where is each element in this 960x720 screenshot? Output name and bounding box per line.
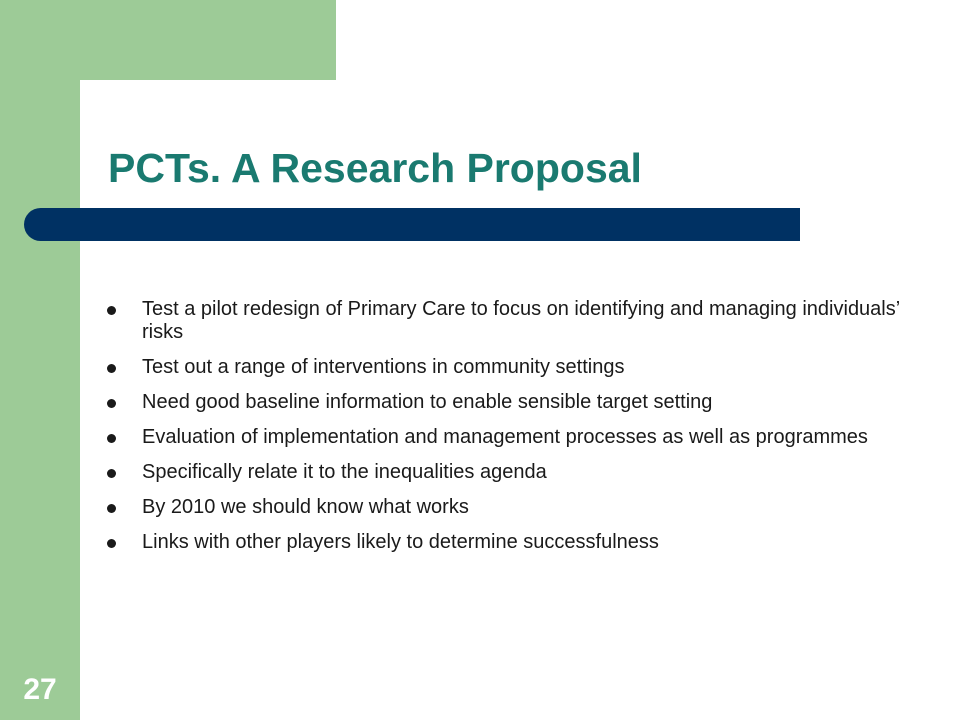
bullet-dot-icon bbox=[107, 306, 116, 315]
bullet-text: Test a pilot redesign of Primary Care to focus on identifying and managing individuals’ risks bbox=[142, 298, 900, 343]
slide-number: 27 bbox=[23, 673, 57, 706]
bullet-text: Specifically relate it to the inequalities agenda bbox=[142, 461, 547, 483]
bullet-text: Need good baseline information to enable sensible target setting bbox=[142, 391, 713, 413]
bullet-dot-icon bbox=[107, 434, 116, 443]
bullet-dot-icon bbox=[107, 504, 116, 513]
slide-title: PCTs. A Research Proposal bbox=[108, 145, 642, 191]
bullet-dot-icon bbox=[107, 399, 116, 408]
bullet-text: Evaluation of implementation and management processes as well as programmes bbox=[142, 426, 868, 448]
bullet-text: By 2010 we should know what works bbox=[142, 496, 469, 518]
bullet-item bbox=[107, 531, 927, 554]
bullet-item bbox=[107, 461, 927, 484]
top-green-band bbox=[0, 0, 336, 80]
bullet-dot-icon bbox=[107, 539, 116, 548]
bullet-item bbox=[107, 356, 927, 379]
bullet-list bbox=[107, 298, 927, 566]
bullet-dot-icon bbox=[107, 469, 116, 478]
bullet-item bbox=[107, 496, 927, 519]
bullet-item bbox=[107, 426, 927, 449]
left-green-band bbox=[0, 0, 80, 720]
bullet-item bbox=[107, 391, 927, 414]
bullet-dot-icon bbox=[107, 364, 116, 373]
title-underline-bar bbox=[24, 208, 800, 241]
bullet-text: Links with other players likely to determine successfulness bbox=[142, 531, 659, 553]
bullet-text: Test out a range of interventions in community settings bbox=[142, 356, 625, 378]
bullet-item bbox=[107, 298, 927, 344]
